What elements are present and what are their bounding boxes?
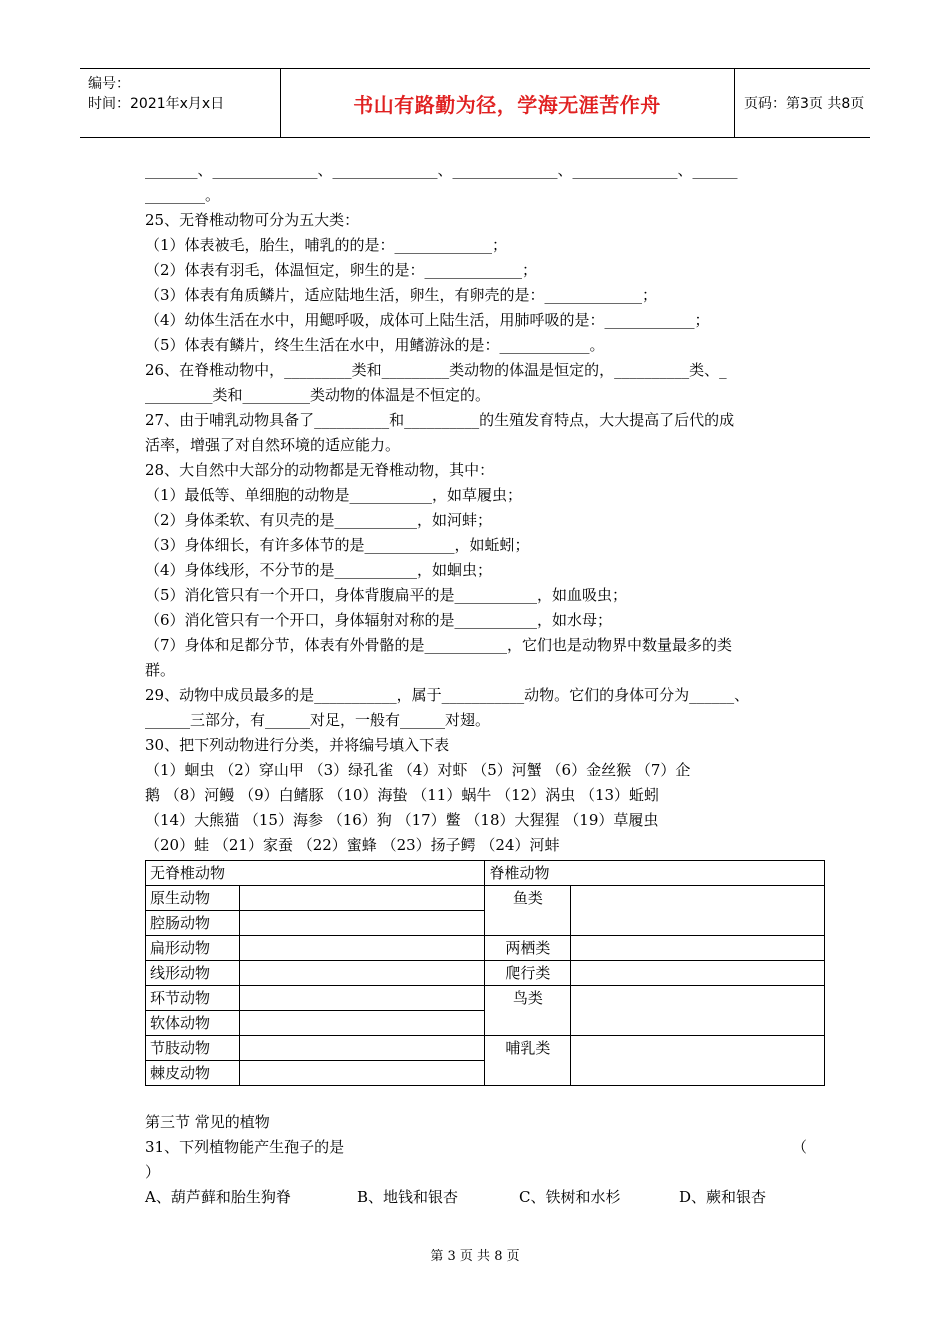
text-line: （1）最低等、单细胞的动物是___________，如草履虫； — [145, 486, 523, 504]
text-line: 活率，增强了对自然环境的适应能力。 — [145, 436, 401, 454]
text-line: ________。 — [145, 186, 221, 204]
text-line: （7）身体和足都分节，体表有外骨骼的是___________，它们也是动物界中数量最多的类 — [145, 636, 733, 654]
answer-cell[interactable] — [239, 911, 485, 936]
header-meta — [80, 69, 281, 137]
answer-cell[interactable] — [571, 961, 825, 986]
table-row — [146, 886, 825, 911]
page-footer: 第 3 页 共 8 页 — [430, 1249, 520, 1264]
invertebrate-label: 原生动物 — [146, 886, 240, 911]
option-d[interactable]: D、蕨和银杏 — [679, 1188, 767, 1206]
invertebrate-label: 腔肠动物 — [146, 911, 240, 936]
invertebrate-label: 扁形动物 — [146, 936, 240, 961]
table-row — [146, 961, 825, 986]
text-line: （4）身体线形，不分节的是___________，如蛔虫； — [145, 561, 493, 579]
table-row — [146, 1036, 825, 1061]
question-30: 30、把下列动物进行分类，并将编号填入下表 — [145, 736, 450, 754]
text-line: （4）幼体生活在水中，用鳃呼吸，成体可上陆生活，用肺呼吸的是：____________； — [145, 311, 710, 329]
invertebrate-label: 线形动物 — [146, 961, 240, 986]
answer-cell[interactable] — [239, 961, 485, 986]
question-25: 25、无脊椎动物可分为五大类： — [145, 211, 360, 229]
table-row — [146, 936, 825, 961]
answer-paren-open: （ — [791, 1138, 807, 1156]
vertebrate-label: 两栖类 — [485, 936, 571, 961]
text-line: （1）体表被毛，胎生，哺乳的的是：_____________； — [145, 236, 508, 254]
text-line: （2）身体柔软、有贝壳的是___________，如河蚌； — [145, 511, 493, 529]
answer-cell[interactable] — [239, 1036, 485, 1061]
option-a[interactable]: A、葫芦藓和胎生狗脊 — [145, 1188, 291, 1206]
text-line: （3）身体细长，有许多体节的是____________，如蚯蚓； — [145, 536, 530, 554]
vertebrate-label: 哺乳类 — [485, 1036, 571, 1086]
text-line: ______三部分，有______对足，一般有______对翅。 — [145, 711, 491, 729]
animal-list-line: （20）蛙 （21）家蚕 （22）蜜蜂 （23）扬子鳄 （24）河蚌 — [145, 836, 560, 854]
header-page-info: 页码：第3页 共8页 — [744, 96, 865, 112]
option-b[interactable]: B、地钱和银杏 — [357, 1188, 459, 1206]
question-26: 26、在脊椎动物中，_________类和_________类动物的体温是恒定的，__________类、_ — [145, 361, 727, 379]
animal-list-line: （14）大熊猫 （15）海参 （16）狗 （17）鳖 （18）大猩猩 （19）草履虫 — [145, 811, 659, 829]
vertebrate-label: 鱼类 — [485, 886, 571, 936]
answer-cell[interactable] — [239, 886, 485, 911]
question-28: 28、大自然中大部分的动物都是无脊椎动物，其中： — [145, 461, 495, 479]
answer-cell[interactable] — [571, 986, 825, 1036]
header-motto — [280, 69, 735, 137]
worksheet-body — [145, 158, 825, 1210]
text-line: （2）体表有羽毛，体温恒定，卵生的是：_____________； — [145, 261, 538, 279]
invertebrate-label: 环节动物 — [146, 986, 240, 1011]
question-27: 27、由于哺乳动物具备了__________和__________的生殖发育特点，大大提高了后代的成 — [145, 411, 735, 429]
question-29: 29、动物中成员最多的是___________，属于___________动物。它们的身体可分为______、 — [145, 686, 750, 704]
text-line: （5）体表有鳞片，终生生活在水中，用鳍游泳的是：____________。 — [145, 336, 605, 354]
answer-cell[interactable] — [239, 1011, 485, 1036]
text-line: （3）体表有角质鳞片，适应陆地生活，卵生，有卵壳的是：_____________； — [145, 286, 658, 304]
question-31-text: 31、下列植物能产生孢子的是 — [145, 1138, 345, 1156]
animal-list-line: （1）蛔虫 （2）穿山甲 （3）绿孔雀 （4）对虾 （5）河蟹 （6）金丝猴 （7）企 — [145, 761, 691, 779]
vertebrate-label: 爬行类 — [485, 961, 571, 986]
table-row — [146, 986, 825, 1011]
text-line: _________类和_________类动物的体温是不恒定的。 — [145, 386, 491, 404]
animal-list-line: 鹅 （8）河鳗 （9）白鳍豚 （10）海蛰 （11）蜗牛 （12）涡虫 （13）蚯蚓 — [145, 786, 660, 804]
answer-cell[interactable] — [571, 1036, 825, 1086]
answer-cell[interactable] — [239, 1061, 485, 1086]
question-31 — [145, 1135, 825, 1160]
vertebrate-label: 鸟类 — [485, 986, 571, 1036]
invertebrate-label: 软体动物 — [146, 1011, 240, 1036]
answer-cell[interactable] — [571, 886, 825, 936]
option-c[interactable]: C、铁树和水杉 — [519, 1188, 621, 1206]
text-line: （5）消化管只有一个开口，身体背腹扁平的是___________，如血吸虫； — [145, 586, 628, 604]
text-line: _______、______________、______________、______________、______________、______ — [145, 161, 738, 179]
invertebrate-label: 节肢动物 — [146, 1036, 240, 1061]
answer-cell[interactable] — [571, 936, 825, 961]
table-row — [146, 861, 825, 886]
answer-paren-close: ） — [145, 1163, 161, 1181]
text-line: 群。 — [145, 661, 176, 679]
motto-text: 书山有路勤为径，学海无涯苦作舟 — [353, 92, 661, 117]
header-invertebrates: 无脊椎动物 — [146, 861, 485, 886]
time-label: 时间：2021年x月x日 — [88, 96, 225, 112]
answer-cell[interactable] — [239, 986, 485, 1011]
text-line: （6）消化管只有一个开口，身体辐射对称的是___________，如水母； — [145, 611, 613, 629]
answer-cell[interactable] — [239, 936, 485, 961]
options-row — [145, 1185, 825, 1210]
number-label: 编号： — [88, 76, 130, 92]
classification-table — [145, 860, 825, 1086]
section-title: 第三节 常见的植物 — [145, 1113, 270, 1131]
header-vertebrates: 脊椎动物 — [485, 861, 825, 886]
invertebrate-label: 棘皮动物 — [146, 1061, 240, 1086]
page-header — [80, 68, 870, 138]
